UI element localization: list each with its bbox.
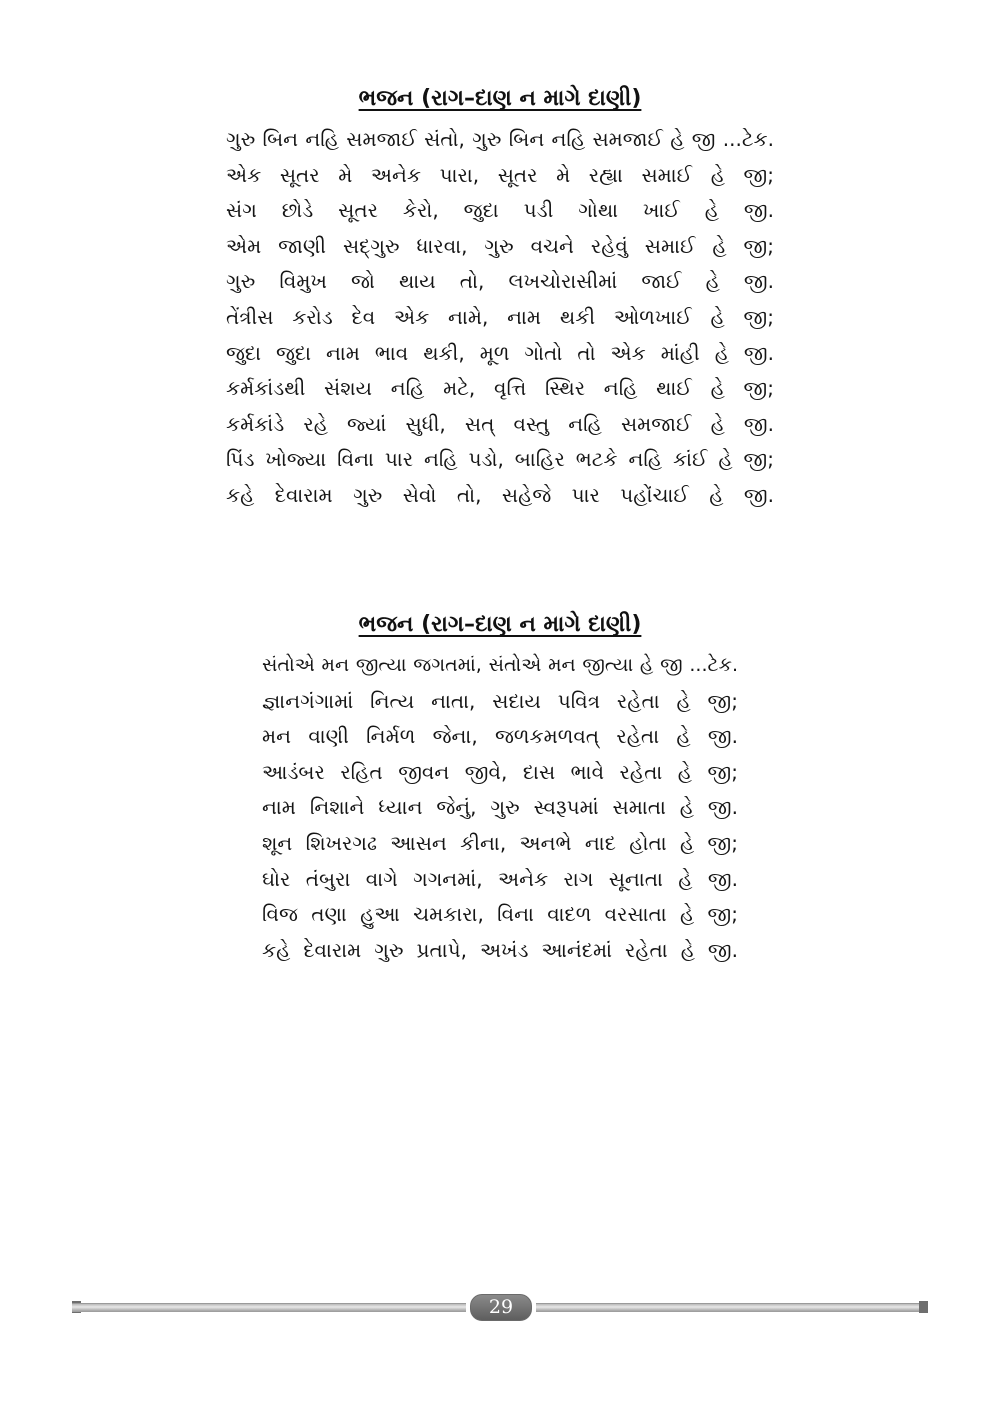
bhajan-section-1 [0, 82, 1000, 514]
verse-line: જુદા જુદા નામ ભાવ થકી, મૂળ ગોતો તો એક માંહી હે જી. [226, 340, 774, 365]
footer-rule [536, 1303, 928, 1312]
verse-line: જ્ઞાનગંગામાં નિત્ય નાતા, સદાય પવિત્ર રહેતા હે જી; [262, 688, 738, 713]
verse-line: કહે દેવારામ ગુરુ સેવો તો, સહેજે પાર પહોંચાઈ હે જી. [226, 482, 774, 507]
page-number: 29 [470, 1294, 532, 1321]
verse-line: તેંત્રીસ કરોડ દેવ એક નામે, નામ થકી ઓળખાઈ હે જી; [226, 304, 774, 329]
verse-line: સંગ છોડે સૂતર કેરો, જુદા પડી ગોથા ખાઈ હે જી. [226, 198, 774, 223]
verse-line: આડંબર રહિત જીવન જીવે, દાસ ભાવે રહેતા હે જી; [262, 759, 738, 784]
verse-line: શૂન શિખરગઢ આસન કીના, અનભે નાદ હોતા હે જી; [262, 830, 738, 855]
footer-rule [72, 1303, 466, 1312]
verse-line: એમ જાણી સદ્‌ગુરુ ધારવા, ગુરુ વચને રહેવું સમાઈ હે જી; [226, 233, 774, 258]
verse-line: ગુરુ બિન નહિ સમજાઈ સંતો, ગુરુ બિન નહિ સમજાઈ હે જી ...ટેક. [226, 127, 774, 151]
bhajan-title: ભજન (રાગ–દાણ ન માગે દાણી) [358, 86, 642, 111]
verse-block [226, 122, 774, 514]
verse-line: એક સૂતર મે અનેક પારા, સૂતર મે રહ્યા સમાઈ હે જી; [226, 162, 774, 187]
verse-line: કહે દેવારામ ગુરુ પ્રતાપે, અખંડ આનંદમાં રહેતા હે જી. [262, 937, 738, 962]
verse-line: મન વાણી નિર્મળ જેના, જળકમળવત્‌ રહેતા હે જી. [262, 724, 738, 749]
bhajan-section-2 [0, 608, 1000, 968]
verse-line: ઘોર તંબુરા વાગે ગગનમાં, અનેક રાગ સૂનાતા હે જી. [262, 866, 738, 891]
verse-line: કર્મકાંડે રહે જ્યાં સુધી, સત્‌ વસ્તુ નહિ સમજાઈ હે જી. [226, 411, 774, 436]
verse-line: ગુરુ વિમુખ જો થાય તો, લખચોરાસીમાં જાઈ હે જી. [226, 269, 774, 294]
verse-line: કર્મકાંડથી સંશય નહિ મટે, વૃત્તિ સ્થિર નહિ થાઈ હે જી; [226, 376, 774, 401]
footer-end-cap [919, 1301, 928, 1313]
verse-line: પિંડ ખોજ્યા વિના પાર નહિ પડો, બાહિર ભટકે નહિ કાંઈ હે જી; [226, 447, 774, 472]
verse-block [262, 648, 738, 968]
verse-line: વિજ તણા હુઆ ચમકારા, વિના વાદળ વરસાતા હે જી; [262, 902, 738, 927]
bhajan-title: ભજન (રાગ–દાણ ન માગે દાણી) [358, 612, 642, 637]
verse-line: સંતોએ મન જીત્યા જગતમાં, સંતોએ મન જીત્યા હે જી ...ટેક. [262, 654, 738, 676]
page-footer [72, 1294, 928, 1322]
verse-line: નામ નિશાને ધ્યાન જેનું, ગુરુ સ્વરૂપમાં સમાતા હે જી. [262, 795, 738, 820]
